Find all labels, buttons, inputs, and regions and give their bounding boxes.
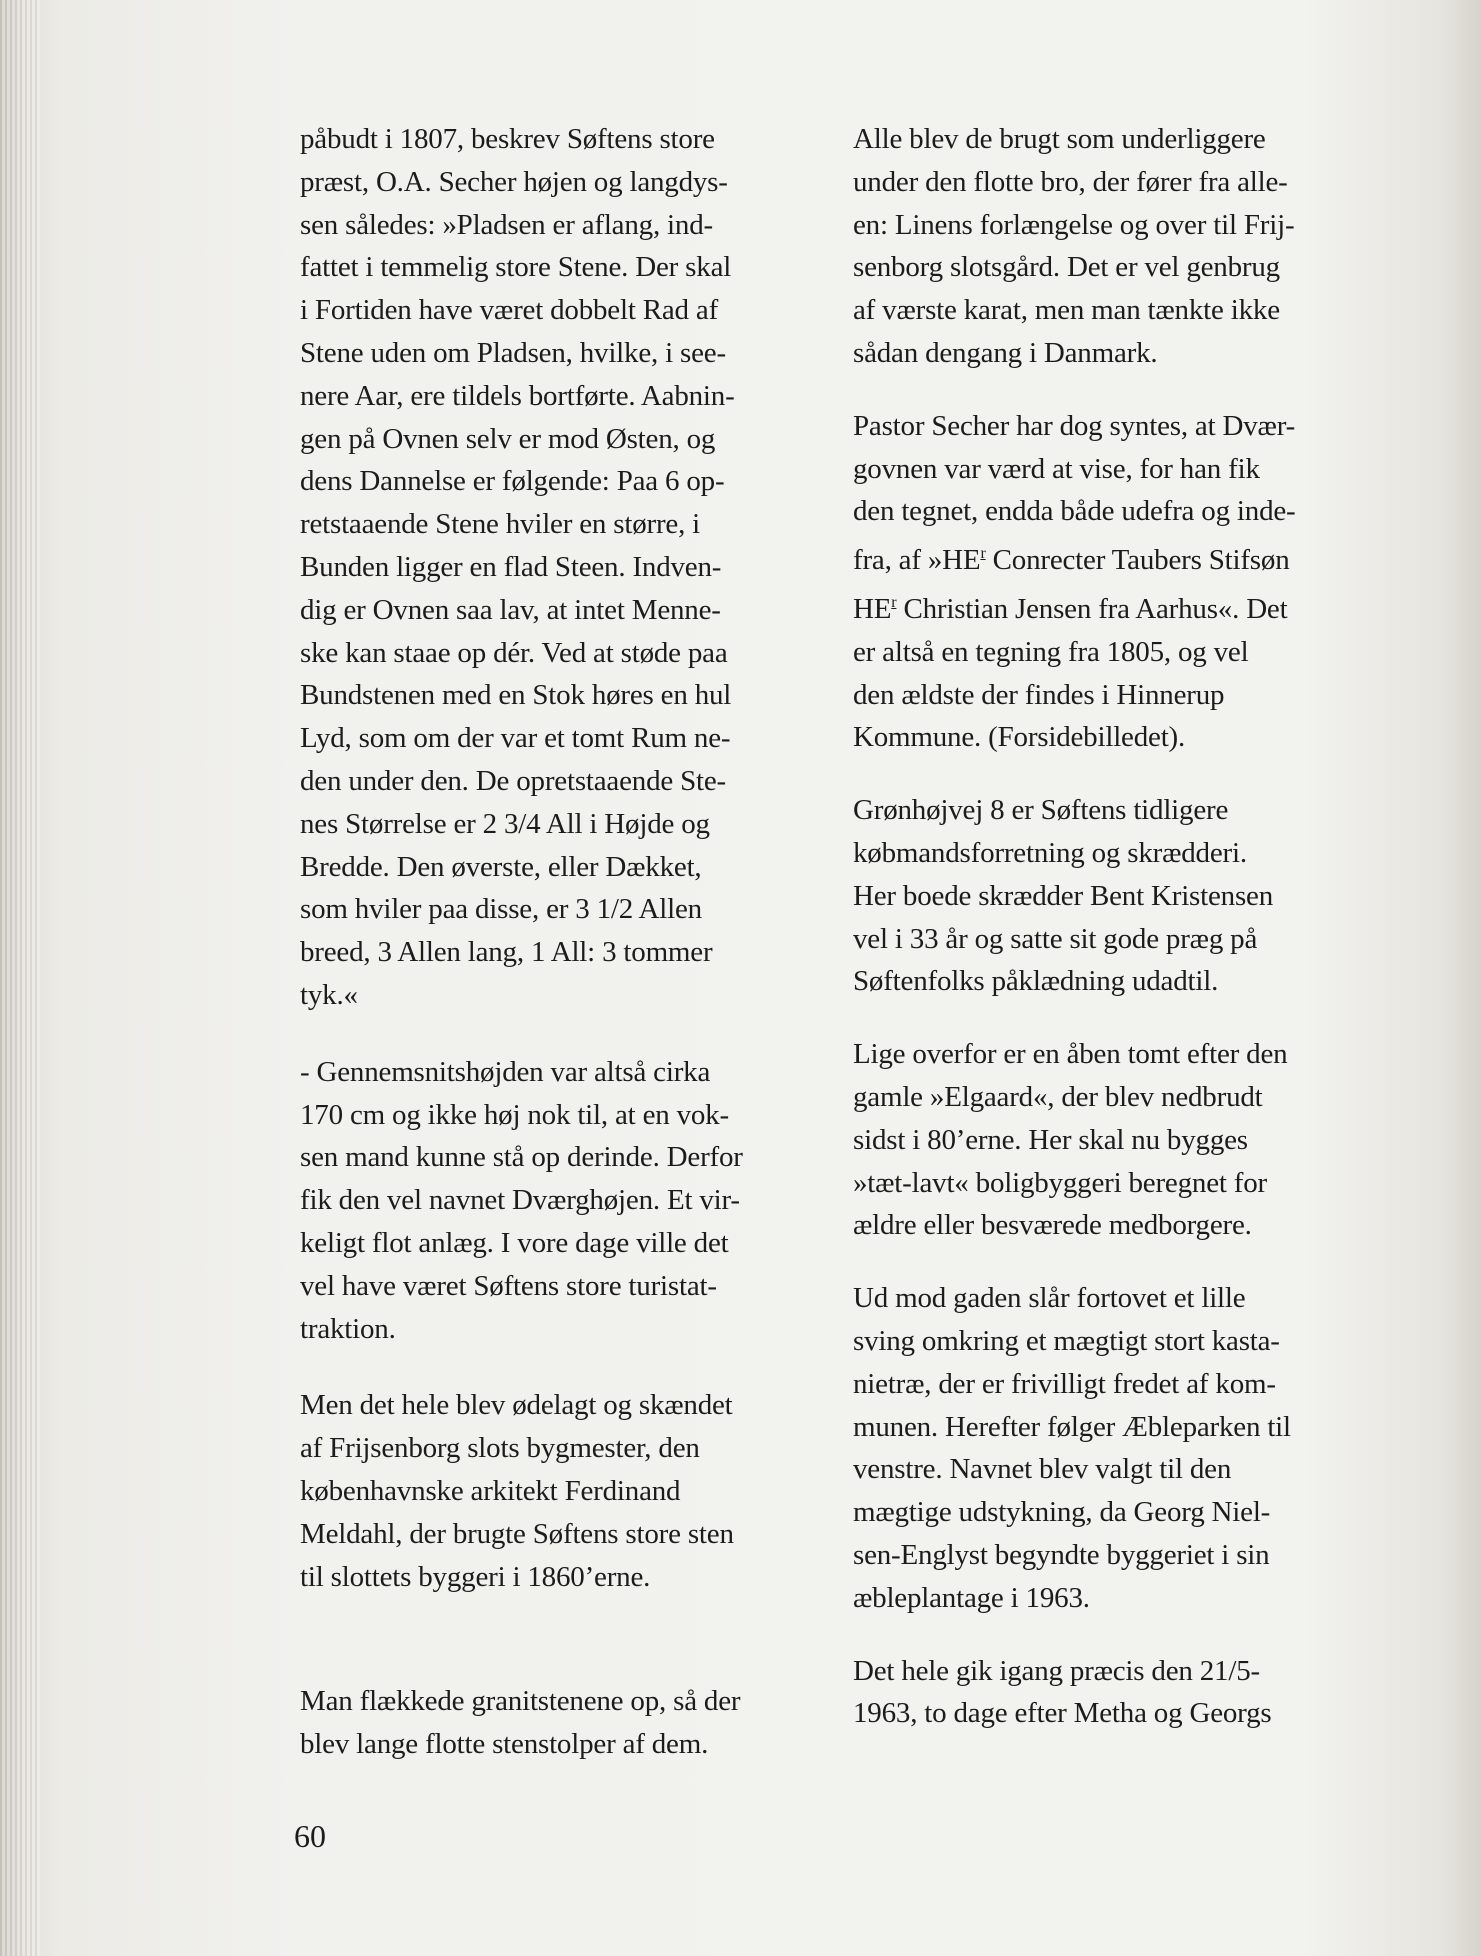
text-line: tyk.«: [300, 978, 358, 1011]
superscript: r: [980, 545, 986, 563]
text-line: sen således: »Pladsen er aflang, ind-: [300, 208, 713, 241]
text-line: breed, 3 Allen lang, 1 All: 3 tommer: [300, 936, 713, 969]
page-stack-edge: [0, 0, 40, 1956]
page-number: 60: [294, 1818, 326, 1854]
text-line: sidst i 80’erne. Her skal nu bygges: [853, 1123, 1248, 1156]
text-line: vel have været Søftens store turistat-: [300, 1269, 717, 1302]
text-line: venstre. Navnet blev valgt til den: [853, 1453, 1232, 1486]
left-paragraph-1: [300, 118, 820, 1017]
text-line: ældre eller besværede medborgere.: [853, 1209, 1252, 1242]
text-line: 1963, to dage efter Metha og Georgs: [853, 1697, 1272, 1730]
text-line: keligt flot anlæg. I vore dage ville det: [300, 1226, 729, 1259]
text-line: Bredde. Den øverste, eller Dækket,: [300, 850, 702, 883]
text-line: senborg slotsgård. Det er vel genbrug: [853, 251, 1280, 284]
text-line: Grønhøjvej 8 er Søftens tidligere: [853, 794, 1229, 827]
text-line: nietræ, der er frivilligt fredet af kom-: [853, 1367, 1276, 1400]
text-line: sving omkring et mægtigt stort kasta-: [853, 1324, 1280, 1357]
text-line: den under den. De opretstaaende Ste-: [300, 764, 727, 797]
text-line: munen. Herefter følger Æbleparken til: [853, 1410, 1291, 1443]
text-line: Søftenfolks påklædning udadtil.: [853, 965, 1219, 998]
text-line: som hviler paa disse, er 3 1/2 Allen: [300, 893, 702, 926]
text-fragment: Conrecter Taubers Stifsøn: [985, 544, 1290, 577]
text-fragment: fra, af »HE: [853, 544, 981, 577]
text-line: [853, 582, 1373, 631]
text-line: i Fortiden have været dobbelt Rad af: [300, 294, 719, 327]
text-line: er altså en tegning fra 1805, og vel: [853, 635, 1249, 668]
text-line: Men det hele blev ødelagt og skændet: [300, 1389, 733, 1422]
text-line: Bundstenen med en Stok høres en hul: [300, 679, 732, 712]
text-line: Her boede skrædder Bent Kristensen: [853, 879, 1274, 912]
text-line: af værste karat, men man tænkte ikke: [853, 294, 1280, 327]
right-column: [853, 118, 1373, 1735]
text-line: Det hele gik igang præcis den 21/5-: [853, 1654, 1260, 1687]
text-line: af Frijsenborg slots bygmester, den: [300, 1432, 700, 1465]
text-line: Man flækkede granitstenene op, så der: [300, 1685, 741, 1718]
text-line: ske kan staae op dér. Ved at støde paa: [300, 636, 728, 669]
right-paragraph-5: [853, 1277, 1373, 1619]
text-line: retstaaende Stene hviler en større, i: [300, 508, 701, 541]
text-line: købmandsforretning og skrædderi.: [853, 836, 1247, 869]
right-paragraph-4: [853, 1033, 1373, 1247]
text-fragment: HE: [853, 592, 892, 625]
text-line: sådan dengang i Danmark.: [853, 336, 1158, 369]
text-line: Alle blev de brugt som underliggere: [853, 123, 1266, 155]
left-paragraph-4: [300, 1680, 820, 1766]
text-line: Lyd, som om der var et tomt Rum ne-: [300, 722, 731, 755]
text-line: præst, O.A. Secher højen og langdys-: [300, 165, 728, 198]
text-line: under den flotte bro, der fører fra alle-: [853, 165, 1288, 198]
text-fragment: Christian Jensen fra Aarhus«. Det: [896, 592, 1288, 625]
text-line: traktion.: [300, 1312, 396, 1345]
text-line: fik den vel navnet Dværghøjen. Et vir-: [300, 1184, 740, 1217]
text-line: dig er Ovnen saa lav, at intet Menne-: [300, 593, 721, 626]
text-line: Pastor Secher har dog syntes, at Dvær-: [853, 409, 1296, 442]
text-line: fattet i temmelig store Stene. Der skal: [300, 251, 732, 284]
text-line: dens Dannelse er følgende: Paa 6 op-: [300, 465, 725, 498]
text-line: vel i 33 år og satte sit gode præg på: [853, 922, 1258, 955]
text-line: den tegnet, endda både udefra og inde-: [853, 495, 1296, 528]
text-line: nes Størrelse er 2 3/4 All i Højde og: [300, 807, 710, 840]
superscript: r: [891, 593, 897, 611]
text-line: mægtige udstykning, da Georg Niel-: [853, 1496, 1271, 1529]
text-line: blev lange flotte stenstolper af dem.: [300, 1728, 709, 1761]
text-line: gen på Ovnen selv er mod Østen, og: [300, 422, 716, 455]
right-paragraph-1: [853, 118, 1373, 375]
text-line: Kommune. (Forsidebilledet).: [853, 721, 1186, 754]
text-line: sen-Englyst begyndte byggeriet i sin: [853, 1538, 1270, 1571]
text-line: københavnske arkitekt Ferdinand: [300, 1474, 681, 1507]
text-line: »tæt-lavt« boligbyggeri beregnet for: [853, 1166, 1267, 1199]
left-paragraph-3: [300, 1384, 820, 1598]
text-line: 170 cm og ikke høj nok til, at en vok-: [300, 1098, 729, 1131]
text-line: [853, 533, 1373, 582]
text-line: gamle »Elgaard«, der blev nedbrudt: [853, 1080, 1263, 1113]
text-line: påbudt i 1807, beskrev Søftens store: [300, 123, 715, 155]
right-paragraph-3: [853, 789, 1373, 1003]
text-line: sen mand kunne stå op derinde. Derfor: [300, 1141, 743, 1174]
text-line: Lige overfor er en åben tomt efter den: [853, 1038, 1288, 1071]
text-line: - Gennemsnitshøjden var altså cirka: [300, 1055, 711, 1088]
text-line: Stene uden om Pladsen, hvilke, i see-: [300, 336, 726, 369]
left-paragraph-2: [300, 1051, 820, 1351]
text-line: en: Linens forlængelse og over til Frij-: [853, 208, 1295, 241]
text-line: nere Aar, ere tildels bortførte. Aabnin-: [300, 379, 735, 412]
text-line: govnen var værd at vise, for han fik: [853, 452, 1260, 485]
right-paragraph-2: [853, 405, 1373, 759]
text-line: Meldahl, der brugte Søftens store sten: [300, 1517, 734, 1550]
right-paragraph-6: [853, 1650, 1373, 1736]
left-column: [300, 118, 820, 1766]
text-line: Bunden ligger en flad Steen. Indven-: [300, 550, 722, 583]
text-line: til slottets byggeri i 1860’erne.: [300, 1560, 651, 1593]
text-line: æbleplantage i 1963.: [853, 1581, 1090, 1614]
text-line: Ud mod gaden slår fortovet et lille: [853, 1282, 1246, 1315]
text-line: den ældste der findes i Hinnerup: [853, 678, 1225, 711]
